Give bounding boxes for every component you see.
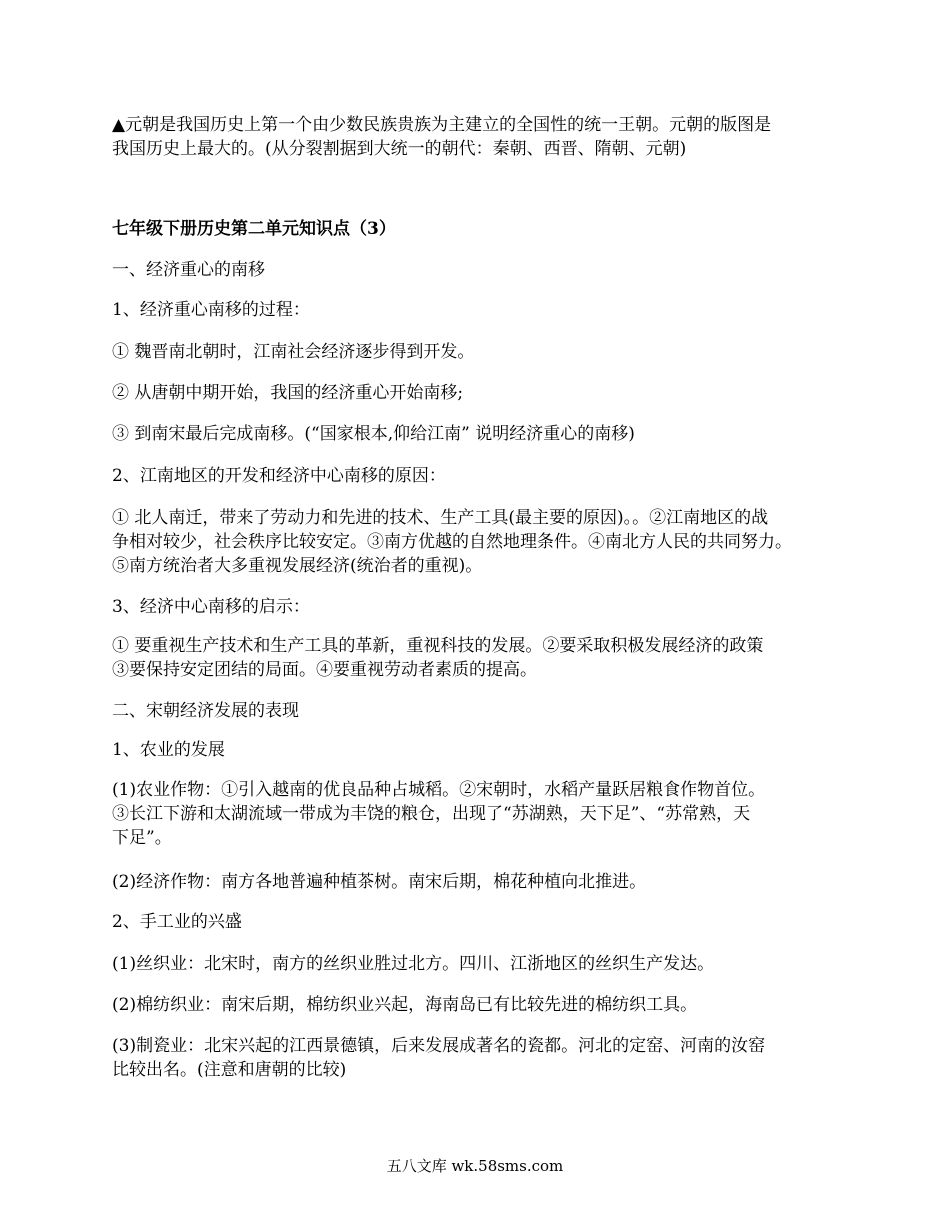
subsection-title: 2、手工业的兴盛	[112, 912, 242, 932]
subsection-title: 1、农业的发展	[112, 740, 225, 760]
subsection-title: 1、经济重心南移的过程：	[112, 300, 310, 320]
paragraph-line: 比较出名。(注意和唐朝的比较)	[112, 1060, 347, 1080]
list-item: ② 从唐朝中期开始，我国的经济重心开始南移;	[112, 383, 464, 403]
paragraph-line: ⑤南方统治者大多重视发展经济(统治者的重视)。	[112, 556, 483, 576]
porcelain-paragraph	[112, 1034, 842, 1082]
silk-paragraph: (1)丝织业：北宋时，南方的丝织业胜过北方。四川、江浙地区的丝织生产发达。	[112, 954, 715, 974]
paragraph-line: (3)制瓷业：北宋兴起的江西景德镇，后来发展成著名的瓷都。河北的定窑、河南的汝窑	[112, 1036, 766, 1056]
subsection-title: 2、江南地区的开发和经济中心南移的原因：	[112, 466, 446, 486]
cotton-paragraph: (2)棉纺织业：南宋后期，棉纺织业兴起，海南岛已有比较先进的棉纺织工具。	[112, 995, 698, 1015]
paragraph-line: ① 北人南迁，带来了劳动力和先进的技术、生产工具(最主要的原因)。。②江南地区的战	[112, 508, 769, 528]
list-item: ① 魏晋南北朝时，江南社会经济逐步得到开发。	[112, 342, 475, 362]
agriculture-paragraph	[112, 778, 842, 850]
insights-paragraph	[112, 634, 842, 682]
paragraph-line: 争相对较少，社会秩序比较安定。③南方优越的自然地理条件。④南北方人民的共同努力。	[112, 532, 792, 552]
reasons-paragraph	[112, 506, 842, 578]
intro-line: 我国历史上最大的。(从分裂割据到大统一的朝代：秦朝、西晋、隋朝、元朝)	[112, 139, 687, 159]
paragraph-line: ③要保持安定团结的局面。④要重视劳动者素质的提高。	[112, 660, 537, 680]
list-item: ③ 到南宋最后完成南移。(“国家根本,仰给江南” 说明经济重心的南移)	[112, 424, 635, 444]
subsection-title: 3、经济中心南移的启示：	[112, 597, 310, 617]
paragraph-line: (1)农业作物：①引入越南的优良品种占城稻。②宋朝时，水稻产量跃居粮食作物首位。	[112, 780, 766, 800]
paragraph-line: ① 要重视生产技术和生产工具的革新，重视科技的发展。②要采取积极发展经济的政策	[112, 636, 764, 656]
intro-paragraph	[112, 113, 842, 161]
section-title: 一、经济重心的南移	[112, 260, 265, 280]
footer-watermark: 五八文库 wk.58sms.com	[386, 1157, 564, 1175]
paragraph-line: 下足”。	[112, 828, 172, 848]
intro-line: ▲元朝是我国历史上第一个由少数民族贵族为主建立的全国性的统一王朝。元朝的版图是	[112, 115, 772, 135]
paragraph-line: ③长江下游和太湖流域一带成为丰饶的粮仓，出现了“苏湖熟，天下足”、“苏常熟，天	[112, 804, 751, 824]
section-title: 二、宋朝经济发展的表现	[112, 701, 299, 721]
cash-crops-paragraph: (2)经济作物：南方各地普遍种植茶树。南宋后期，棉花种植向北推进。	[112, 872, 647, 892]
page-heading: 七年级下册历史第二单元知识点（3）	[112, 219, 396, 239]
